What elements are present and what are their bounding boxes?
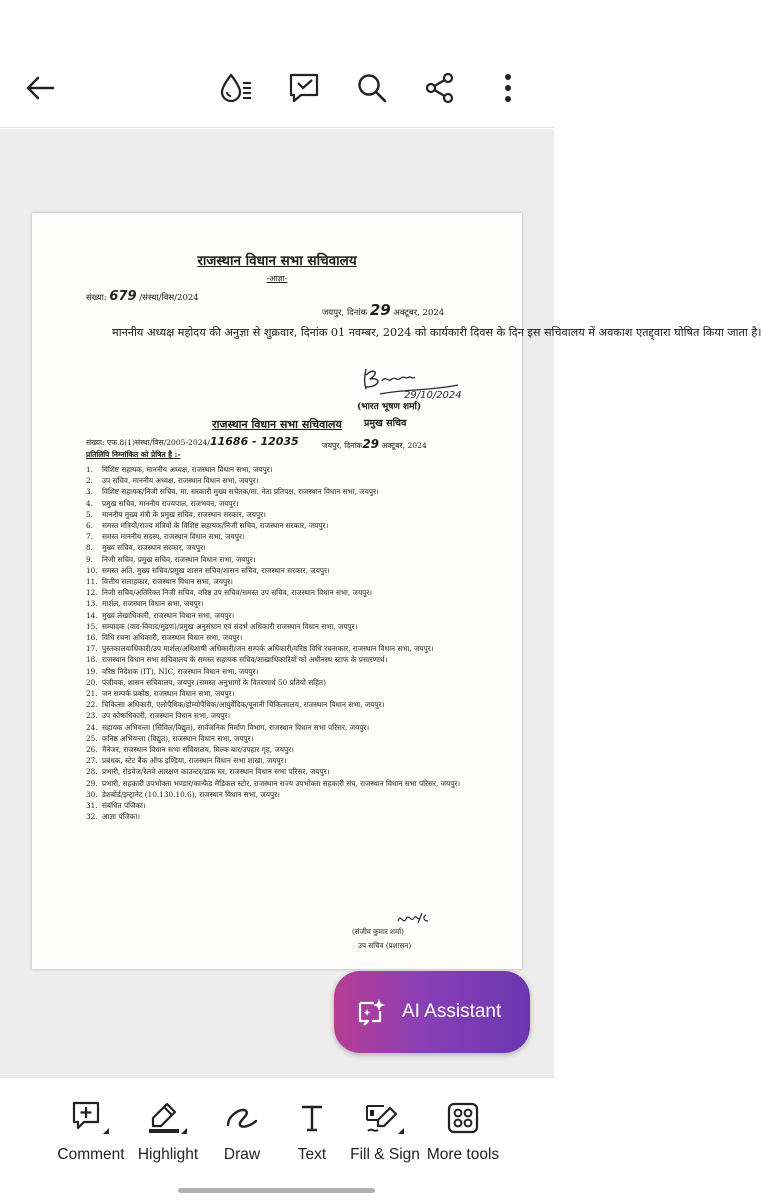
- signatory-2-name: (संजीव कुमार शर्मा): [352, 927, 404, 936]
- signatory-1-designation: प्रमुख सचिव: [364, 418, 407, 429]
- distribution-item-number: 16.: [86, 633, 98, 643]
- distribution-item-number: 18.: [86, 655, 98, 665]
- distribution-item-text: वित्तीय सलाहकार, राजस्थान विधान सभा, जयपुर।: [102, 577, 233, 587]
- distribution-item-number: 10.: [86, 565, 98, 575]
- distribution-item-number: 13.: [86, 599, 98, 609]
- distribution-item-number: 4.: [86, 498, 93, 508]
- distribution-date-suffix: अक्टूबर, 2024: [381, 441, 427, 450]
- distribution-item-text: प्रभारी, सहकारी उपभोक्ता भण्डार/कान्फैड मेडिकल स्टोर, राजस्थान राज्य उपभोक्ता सहकारी संघ, राजस्थान विधान सभा परिसर, जयपुर।: [102, 778, 461, 788]
- distribution-item-number: 27.: [86, 756, 98, 766]
- distribution-item-text: वरिष्ठ निदेशक (IT), NIC, राजस्थान विधान सभा, जयपुर।: [102, 666, 259, 676]
- distribution-item-text: राजस्थान विधान सभा सचिवालय के समस्त सहायक सचिव/शाखाधिकारियों को अधीनस्थ स्टाफ के प्रसारणार्थ।: [102, 655, 388, 665]
- order-paragraph: माननीय अध्यक्ष महोदय की अनुज्ञा से शुक्रवार, दिनांक 01 नवम्बर, 2024 को कार्यकारी दिवस के दिन इस सचिवालय में अवकाश एतद्द्वारा घोषित किया जाता है।: [112, 326, 762, 339]
- document-title: राजस्थान विधान सभा सचिवालय: [197, 253, 357, 269]
- signature-2-image: [392, 907, 462, 927]
- reference-handwritten-number: 679: [109, 289, 137, 304]
- distribution-item-text: माननीय मुख्य मंत्री के प्रमुख सचिव, राजस्थान सरकार, जयपुर।: [102, 509, 266, 519]
- distribution-item: [86, 755, 506, 766]
- distribution-item-text: मुख्य सचिव, राजस्थान सरकार, जयपुर।: [102, 543, 206, 553]
- distribution-item-number: 28.: [86, 767, 98, 777]
- draw-tool-label: Draw: [223, 1146, 261, 1163]
- distribution-item: [86, 554, 506, 565]
- svg-text:29/10/2024: 29/10/2024: [404, 390, 462, 401]
- distribution-item: [86, 542, 506, 553]
- system-home-indicator[interactable]: [178, 1188, 375, 1193]
- distribution-item-text: सहायक अभियन्ता (सिविल/विद्युत), सार्वजनिक निर्माण विभाग, राजस्थान विधान सभा परिसर, जयपुर।: [102, 722, 370, 732]
- distribution-item: [86, 710, 506, 721]
- comment-tool-label: Comment: [57, 1146, 125, 1163]
- distribution-item: [86, 643, 506, 654]
- reference-suffix: /संस्था/विस/2024: [139, 293, 199, 303]
- distribution-item-text: विधि रचना अधिकारी, राजस्थान विधान सभा, जयपुर।: [102, 633, 243, 643]
- distribution-item: [86, 789, 506, 800]
- distribution-item-text: समस्त मंत्रियों/राज्य मंत्रियों के विशिष्ट सहायक/निजी सचिव, राजस्थान सरकार, जयपुर।: [102, 521, 329, 531]
- comment-list-icon: [287, 71, 321, 105]
- comment-add-icon: [71, 1100, 111, 1136]
- comments-list-button[interactable]: [282, 66, 326, 110]
- text-icon: [299, 1103, 325, 1133]
- distribution-item-text: निजी सचिव/अतिरिक्त निजी सचिव, वरिष्ठ उप सचिव/समस्त उप सचिव, राजस्थान विधान सभा, जयपुर।: [102, 588, 373, 598]
- distribution-item: [86, 666, 506, 677]
- distribution-item-text: चिकित्सा अधिकारी, एलोपैथिक/होम्योपैथिक/आयुर्वेदिक/यूनानी चिकित्सालय, राजस्थान विधान सभा, जयपुर।: [102, 700, 385, 710]
- distribution-item-text: समस्त माननीय सदस्य, राजस्थान विधान सभा, जयपुर।: [102, 532, 245, 542]
- distribution-reference: [86, 435, 299, 448]
- distribution-item-text: उप कोषाधिकारी, राजस्थान विधान सभा, जयपुर।: [102, 711, 231, 721]
- distribution-reference-prefix: संख्या: एफ.8(1)संस्था/विस/2005-2024/: [86, 438, 210, 447]
- distribution-date: [322, 437, 427, 451]
- distribution-item: [86, 800, 506, 811]
- distribution-item-text: मुख्य लेखाधिकारी, राजस्थान विधान सभा, जयपुर।: [102, 610, 235, 620]
- distribution-item-number: 8.: [86, 543, 93, 553]
- distribution-item: [86, 498, 506, 509]
- distribution-item: [86, 576, 506, 587]
- distribution-item-text: प्रबंधक, स्टेट बैंक ऑफ इण्डिया, राजस्थान विधान सभा शाखा, जयपुर।: [102, 756, 287, 766]
- distribution-item: [86, 744, 506, 755]
- distribution-item-number: 2.: [86, 476, 93, 486]
- distribution-date-prefix: जयपुर, दिनांक: [322, 441, 363, 450]
- ai-sparkle-icon: [356, 997, 386, 1027]
- distribution-item-text: पुस्तकालयाधिकारी/उप मार्शल/अधिशाषी अधिकारी/जन सम्पर्क अधिकारी/वरिष्ठ विधि रचनाकार, राजस्थान विधान सभा, जयपुर।: [102, 644, 434, 654]
- signature-image: [358, 361, 468, 401]
- distribution-item: [86, 610, 506, 621]
- distribution-item-text: मैनेजर, राजस्थान विधान सभा सचिवालय, मिल्क बार/उपहार गृह, जयपुर।: [102, 745, 294, 755]
- distribution-item: [86, 509, 506, 520]
- distribution-item: [86, 587, 506, 598]
- reference-number: [86, 289, 199, 304]
- liquid-mode-icon: [219, 71, 253, 105]
- distribution-item-number: 26.: [86, 745, 98, 755]
- highlighter-icon: [147, 1100, 189, 1136]
- distribution-item: [86, 811, 506, 822]
- pdf-page[interactable]: [32, 213, 762, 969]
- liquid-mode-button[interactable]: [214, 66, 258, 110]
- distribution-item-text: प्रमुख सचिव, माननीय राज्यपाल, राजभवन, जयपुर।: [102, 498, 239, 508]
- distribution-item-number: 9.: [86, 554, 93, 564]
- text-tool-label: Text: [297, 1146, 327, 1163]
- distribution-item-text: समस्त अति. मुख्य सचिव/प्रमुख शासन सचिव/शासन सचिव, राजस्थान सरकार, जयपुर।: [102, 565, 330, 575]
- distribution-item-number: 25.: [86, 733, 98, 743]
- distribution-item: [86, 464, 506, 475]
- distribution-item-number: 11.: [86, 577, 98, 587]
- distribution-item-number: 23.: [86, 711, 98, 721]
- distribution-item-number: 1.: [86, 465, 93, 474]
- distribution-item-number: 30.: [86, 789, 98, 799]
- distribution-item-text: आज्ञा पंजिका।: [102, 812, 141, 822]
- distribution-item: [86, 733, 506, 744]
- grid-tools-icon: [447, 1102, 479, 1134]
- search-icon: [356, 72, 388, 104]
- distribution-item-number: 24.: [86, 722, 98, 732]
- ai-assistant-button[interactable]: [334, 971, 530, 1053]
- more-tools-button[interactable]: [415, 1100, 511, 1164]
- distribution-item-number: 19.: [86, 666, 98, 676]
- date-prefix: जयपुर, दिनांक: [322, 308, 368, 318]
- distribution-item-number: 32.: [86, 812, 98, 822]
- bottom-tools-bar: [0, 1077, 554, 1200]
- distribution-item: [86, 520, 506, 531]
- distribution-item: [86, 688, 506, 699]
- distribution-item: [86, 475, 506, 486]
- share-button[interactable]: [418, 66, 462, 110]
- distribution-item-text: प्रभारी, रोडवेज/रेलवे आरक्षण काउन्टर/डाक घर, राजस्थान विधान सभा परिसर, जयपुर।: [102, 767, 330, 777]
- distribution-item-text: सम्पादक (वाद-विवाद/मुद्रण)/प्रमुख अनुसंधान एवं संदर्भ अधिकारी राजस्थान विधान सभा, जयपुर।: [102, 621, 358, 631]
- distribution-list: [86, 464, 506, 823]
- distribution-item: [86, 654, 506, 665]
- distribution-item: [86, 565, 506, 576]
- distribution-item-text: डेशबोर्ड/इन्ट्रानेट (10.130.10.6), राजस्थान विधान सभा, जयपुर।: [102, 789, 280, 799]
- distribution-item-text: उप सचिव, माननीय अध्यक्ष, राजस्थान विधान सभा, जयपुर।: [102, 476, 259, 486]
- distribution-item-number: 15.: [86, 621, 98, 631]
- distribution-item-number: 29.: [86, 778, 98, 788]
- distribution-item-number: 21.: [86, 689, 98, 699]
- more-options-button[interactable]: [486, 66, 530, 110]
- document-subtitle: -आज्ञा-: [266, 274, 288, 283]
- signatory-2-designation: उप सचिव (प्रशासन): [358, 941, 412, 950]
- ai-assistant-label: AI Assistant: [402, 1001, 502, 1022]
- distribution-item: [86, 632, 506, 643]
- distribution-item-number: 7.: [86, 532, 93, 542]
- distribution-item-text: पंजीयक, शासन सचिवालय, जयपुर (समस्त अनुभागों के वितरणार्थ 50 प्रतियों सहित): [102, 677, 326, 687]
- distribution-item: [86, 621, 506, 632]
- distribution-item-number: 22.: [86, 700, 98, 710]
- distribution-item-number: 6.: [86, 521, 93, 531]
- share-icon: [424, 72, 456, 104]
- more-tools-label: More tools: [426, 1146, 500, 1163]
- distribution-item-text: विशिष्ट सहायक/निजी सचिव, मा. सरकारी मुख्य सचेतक/मा. नेता प्रतिपक्ष, राजस्थान विधान सभा, जयपुर।: [102, 487, 379, 497]
- distribution-item-number: 12.: [86, 588, 98, 598]
- distribution-item-text: जन सम्पर्क प्रकोष्ठ, राजस्थान विधान सभा, जयपुर।: [102, 689, 235, 699]
- signatory-1-name: (भारत भूषण शर्मा): [357, 402, 422, 412]
- distribution-item: [86, 722, 506, 733]
- top-toolbar: [0, 0, 554, 128]
- back-button[interactable]: [18, 66, 62, 110]
- fill-sign-tool-label: Fill & Sign: [350, 1146, 420, 1163]
- distribution-item-number: 17.: [86, 644, 98, 654]
- distribution-item: [86, 699, 506, 710]
- highlight-tool-label: Highlight: [137, 1146, 199, 1163]
- distribution-item-text: कनिष्ठ अभियन्ता (विद्युत), राजस्थान विधान सभा, जयपुर।: [102, 733, 254, 743]
- distribution-item: [86, 778, 506, 789]
- distribution-item-number: 20.: [86, 677, 98, 687]
- distribution-reference-number: 11686 - 12035: [209, 435, 299, 448]
- distribution-item-text: संबंधित पंजिका।: [102, 801, 146, 811]
- arrow-left-icon: [25, 75, 55, 101]
- distribution-item: [86, 677, 506, 688]
- distribution-title: राजस्थान विधान सभा सचिवालय: [212, 418, 342, 431]
- distribution-item: [86, 531, 506, 542]
- distribution-item-number: 5.: [86, 509, 93, 519]
- fill-sign-icon: [364, 1100, 406, 1136]
- draw-icon: [224, 1103, 260, 1133]
- more-vertical-icon: [504, 73, 512, 103]
- date-handwritten-day: 29: [369, 301, 391, 319]
- distribution-item: [86, 766, 506, 777]
- reference-prefix: संख्या:: [86, 293, 107, 303]
- copy-to-heading: प्रतिलिपि निम्नांकित को प्रेषित है :-: [86, 450, 181, 459]
- distribution-item-text: मार्शल, राजस्थान विधान सभा, जयपुर।: [102, 599, 204, 609]
- distribution-item: [86, 598, 506, 609]
- distribution-item: [86, 486, 506, 497]
- distribution-item-text: विशिष्ट सहायक, माननीय अध्यक्ष, राजस्थान विधान सभा, जयपुर।: [102, 465, 273, 474]
- order-date: [322, 301, 444, 319]
- distribution-item-text: निजी सचिव, प्रमुख सचिव, राजस्थान विधान सभा, जयपुर।: [102, 554, 256, 564]
- document-viewer[interactable]: [0, 129, 762, 1077]
- distribution-item-number: 14.: [86, 610, 98, 620]
- search-button[interactable]: [350, 66, 394, 110]
- distribution-item-number: 31.: [86, 801, 98, 811]
- date-suffix: अक्टूबर, 2024: [393, 308, 445, 318]
- distribution-item-number: 3.: [86, 487, 93, 497]
- distribution-date-day: 29: [362, 437, 380, 451]
